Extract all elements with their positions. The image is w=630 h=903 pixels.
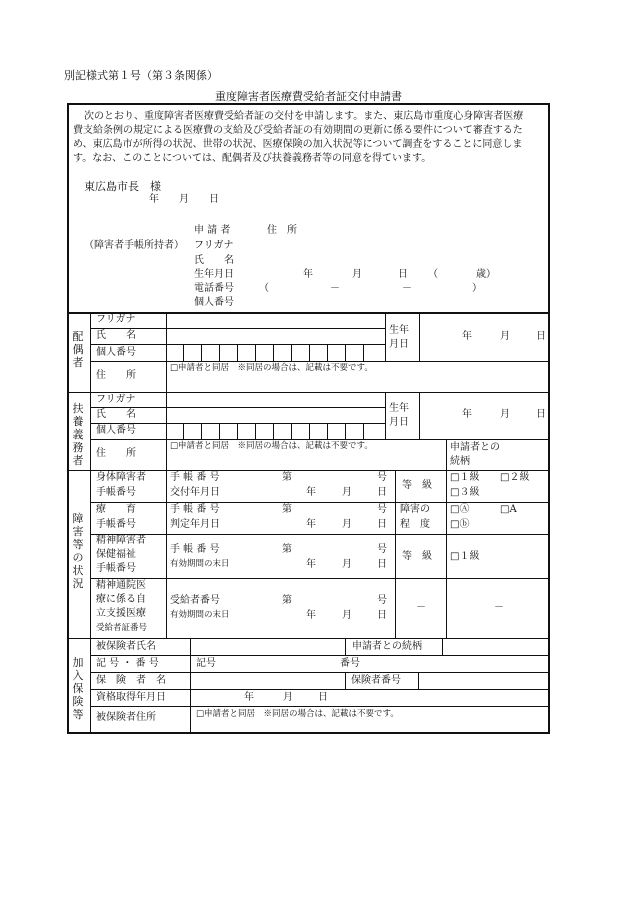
divider bbox=[90, 534, 550, 535]
divider bbox=[219, 344, 220, 361]
divider bbox=[90, 407, 385, 408]
section-disability: 障害等の状況 bbox=[72, 512, 84, 590]
holder-note: （障害者手帳所持者） bbox=[84, 240, 184, 251]
divider bbox=[385, 312, 386, 361]
physical-label-2: 手帳番号 bbox=[96, 487, 136, 498]
supporter-birth-label: 生年月日 bbox=[389, 403, 409, 428]
spouse-address-label: 住 所 bbox=[96, 370, 136, 381]
applicant-birth-label: 生年月日 bbox=[194, 269, 234, 280]
physical-issued-label: 交付年月日 bbox=[170, 487, 220, 498]
insured-name-label: 被保険者氏名 bbox=[96, 641, 156, 652]
mental-opt-1[interactable]: □１級 bbox=[450, 551, 480, 562]
rehab-dai: 第 bbox=[282, 504, 292, 515]
rehab-d: 日 bbox=[377, 519, 387, 530]
spouse-cohabit[interactable]: □申請者と同居 ※同居の場合は、記載は不要です。 bbox=[170, 363, 373, 373]
physical-y: 年 bbox=[306, 487, 316, 498]
divider bbox=[446, 470, 447, 638]
form-number: 別記様式第１号（第３条関係） bbox=[64, 69, 218, 82]
divider bbox=[166, 392, 167, 470]
rehab-label-2: 手帳番号 bbox=[96, 519, 136, 530]
mental-dai: 第 bbox=[282, 544, 292, 555]
birth-year: 年 bbox=[303, 269, 313, 280]
mental-m: 月 bbox=[342, 559, 352, 570]
divider bbox=[345, 672, 346, 689]
divider bbox=[395, 470, 396, 638]
spouse-myno-label: 個人番号 bbox=[96, 347, 136, 358]
divider bbox=[291, 344, 292, 361]
date-line: 年 月 日 bbox=[149, 194, 219, 205]
physical-opt-1[interactable]: □１級 bbox=[450, 472, 480, 483]
section-insurance: 加入保険等 bbox=[72, 656, 84, 721]
divider bbox=[67, 392, 550, 393]
divider bbox=[363, 423, 364, 439]
section-spouse: 配偶者 bbox=[72, 330, 84, 369]
mental-y: 年 bbox=[306, 559, 316, 570]
acquired-d: 日 bbox=[318, 692, 328, 703]
supporter-myno-label: 個人番号 bbox=[96, 425, 136, 436]
divider bbox=[90, 706, 550, 707]
form-title: 重度障害者医療費受給者証交付申請書 bbox=[215, 90, 402, 103]
divider bbox=[90, 655, 550, 656]
supporter-address-label: 住 所 bbox=[96, 448, 136, 459]
acquired-m: 月 bbox=[283, 692, 293, 703]
outpatient-m: 月 bbox=[342, 610, 352, 621]
outpatient-go: 号 bbox=[377, 595, 387, 606]
form-frame bbox=[67, 103, 550, 734]
divider bbox=[237, 423, 238, 439]
outpatient-expiry-label: 有効期間の末日 bbox=[170, 610, 230, 620]
symbol-no-label: 記 号 ・ 番 号 bbox=[96, 658, 159, 669]
mental-expiry-label: 有効期間の末日 bbox=[170, 559, 230, 569]
applicant-myno-label: 個人番号 bbox=[194, 297, 234, 308]
mental-go: 号 bbox=[377, 544, 387, 555]
divider bbox=[419, 312, 420, 361]
acquired-label: 資格取得年月日 bbox=[96, 692, 166, 703]
rehab-num-label: 手 帳 番 号 bbox=[170, 504, 220, 515]
mental-label-1: 精神障害者 bbox=[96, 535, 146, 546]
divider bbox=[345, 423, 346, 439]
rehab-judge-label: 判定年月日 bbox=[170, 519, 220, 530]
mental-num-label: 手 帳 番 号 bbox=[170, 544, 220, 555]
phone-close: ） bbox=[472, 283, 482, 294]
rehab-go: 号 bbox=[377, 504, 387, 515]
applicant-furigana-label: フリガナ bbox=[194, 240, 234, 251]
spouse-birth-label: 生年月日 bbox=[389, 325, 409, 350]
divider bbox=[90, 361, 550, 362]
intro-line-2: 費支給条例の規定による医療費の支給及び受給者証の有効期間の更新に係る要件について審査するた bbox=[73, 125, 523, 136]
supporter-birth-d: 日 bbox=[536, 409, 546, 420]
supporter-birth-m: 月 bbox=[500, 409, 510, 420]
divider bbox=[166, 470, 167, 638]
divider bbox=[183, 344, 184, 361]
insurer-no-label: 保険者番号 bbox=[351, 675, 401, 686]
rehab-label-1: 療 育 bbox=[96, 504, 136, 515]
spouse-birth-y: 年 bbox=[462, 331, 472, 342]
divider bbox=[219, 423, 220, 439]
rehab-opt-B[interactable]: □ⓑ bbox=[450, 519, 470, 530]
divider bbox=[419, 392, 420, 439]
spouse-birth-m: 月 bbox=[500, 331, 510, 342]
birth-open: （ bbox=[428, 269, 438, 280]
number-label: 番号 bbox=[340, 658, 360, 669]
divider bbox=[327, 344, 328, 361]
insured-relation-label: 申請者との続柄 bbox=[352, 641, 422, 652]
applicant-address-label: 住 所 bbox=[267, 225, 297, 236]
physical-label-1: 身体障害者 bbox=[96, 472, 146, 483]
physical-m: 月 bbox=[342, 487, 352, 498]
supporter-name-label: 氏 名 bbox=[96, 409, 136, 420]
divider bbox=[90, 439, 550, 440]
outpatient-dai: 第 bbox=[282, 595, 292, 606]
physical-grade-label: 等 級 bbox=[402, 480, 432, 491]
insurer-label: 保 険 者 名 bbox=[96, 675, 166, 686]
physical-dai: 第 bbox=[282, 472, 292, 483]
mental-label-3: 手帳番号 bbox=[96, 563, 136, 574]
divider bbox=[273, 344, 274, 361]
supporter-furigana-label: フリガナ bbox=[96, 394, 136, 405]
divider bbox=[309, 423, 310, 439]
spouse-birth-d: 日 bbox=[536, 331, 546, 342]
spouse-name-label: 氏 名 bbox=[96, 330, 136, 341]
supporter-cohabit[interactable]: □申請者と同居 ※同居の場合は、記載は不要です。 bbox=[170, 441, 373, 451]
birth-month: 月 bbox=[352, 269, 362, 280]
supporter-relation-label: 申請者との続柄 bbox=[450, 442, 500, 467]
intro-line-4: す。なお、このことについては、配偶者及び扶養義務者等の同意を得ています。 bbox=[73, 153, 432, 164]
outpatient-num-label: 受給者番号 bbox=[170, 595, 220, 606]
outpatient-dash-1: － bbox=[416, 602, 426, 613]
phone-dash-2: － bbox=[402, 283, 412, 294]
divider bbox=[201, 423, 202, 439]
divider bbox=[327, 423, 328, 439]
divider bbox=[273, 423, 274, 439]
divider bbox=[385, 392, 386, 439]
outpatient-label-2: 療に係る自 bbox=[96, 594, 146, 605]
applicant-phone-label: 電話番号 bbox=[194, 283, 234, 294]
birth-day: 日 bbox=[398, 269, 408, 280]
divider bbox=[67, 638, 550, 639]
physical-opt-2[interactable]: □２級 bbox=[500, 472, 530, 483]
mental-label-2: 保健福祉 bbox=[96, 549, 136, 560]
divider bbox=[67, 312, 550, 314]
mental-d: 日 bbox=[377, 559, 387, 570]
applicant-name-label: 氏 名 bbox=[194, 255, 234, 266]
rehab-m: 月 bbox=[342, 519, 352, 530]
phone-dash-1: － bbox=[330, 283, 340, 294]
symbol-label: 記号 bbox=[196, 658, 216, 669]
divider bbox=[418, 672, 419, 689]
applicant-label: 申 請 者 bbox=[194, 225, 231, 236]
addressee: 東広島市長 様 bbox=[84, 180, 161, 193]
rehab-opt-A[interactable]: □A bbox=[500, 504, 517, 515]
divider bbox=[442, 638, 443, 655]
divider bbox=[345, 638, 346, 655]
divider bbox=[90, 689, 550, 690]
intro-line-3: め、東広島市が所得の状況、世帯の状況、医療保険の加入状況等について調査をすることに同意しま bbox=[73, 139, 523, 150]
divider bbox=[446, 439, 447, 470]
rehab-y: 年 bbox=[306, 519, 316, 530]
outpatient-label-1: 精神通院医 bbox=[96, 580, 146, 591]
outpatient-label-4: 受給者証番号 bbox=[96, 623, 148, 633]
divider bbox=[309, 344, 310, 361]
outpatient-dash-2: － bbox=[494, 602, 504, 613]
divider bbox=[90, 672, 550, 673]
outpatient-label-3: 立支援医療 bbox=[96, 608, 146, 619]
rehab-degree-1: 障害の bbox=[400, 504, 430, 515]
physical-opt-3[interactable]: □３級 bbox=[450, 487, 480, 498]
divider bbox=[237, 344, 238, 361]
divider bbox=[255, 423, 256, 439]
physical-d: 日 bbox=[377, 487, 387, 498]
intro-line-1: 次のとおり、重度障害者医療費受給者証の交付を申請します。また、東広島市重度心身障害者医療 bbox=[84, 111, 524, 122]
rehab-opt-A1[interactable]: □Ⓐ bbox=[450, 504, 470, 515]
outpatient-y: 年 bbox=[306, 610, 316, 621]
divider bbox=[190, 638, 191, 732]
acquired-y: 年 bbox=[244, 692, 254, 703]
birth-age: 歳） bbox=[476, 269, 496, 280]
divider bbox=[90, 502, 550, 503]
divider bbox=[345, 344, 346, 361]
phone-open: （ bbox=[259, 283, 269, 294]
supporter-birth-y: 年 bbox=[462, 409, 472, 420]
divider bbox=[90, 312, 91, 732]
outpatient-d: 日 bbox=[377, 610, 387, 621]
divider bbox=[90, 578, 550, 579]
mental-grade-label: 等 級 bbox=[402, 551, 432, 562]
divider bbox=[201, 344, 202, 361]
section-supporter: 扶養義務者 bbox=[72, 402, 84, 467]
divider bbox=[255, 344, 256, 361]
spouse-furigana-label: フリガナ bbox=[96, 314, 136, 325]
physical-go: 号 bbox=[377, 472, 387, 483]
divider bbox=[166, 312, 167, 392]
insured-cohabit[interactable]: □申請者と同居 ※同居の場合は、記載は不要です。 bbox=[196, 709, 399, 719]
divider bbox=[67, 470, 550, 471]
divider bbox=[363, 344, 364, 361]
divider bbox=[90, 328, 385, 329]
insured-address-label: 被保険者住所 bbox=[96, 712, 156, 723]
physical-num-label: 手 帳 番 号 bbox=[170, 472, 220, 483]
divider bbox=[291, 423, 292, 439]
rehab-degree-2: 程 度 bbox=[400, 519, 430, 530]
divider bbox=[183, 423, 184, 439]
